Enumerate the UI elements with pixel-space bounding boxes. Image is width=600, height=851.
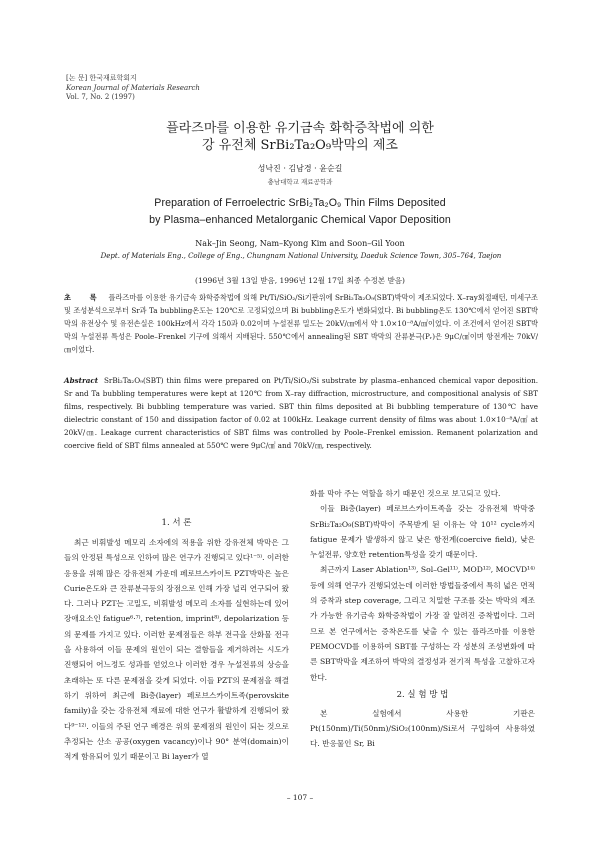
affiliation-en: Dept. of Materials Eng., College of Eng., Chungnam National University, Daeduk Science Town, 305–764, Taejon <box>100 252 502 260</box>
affiliation-kr: 충남대학교 재료공학과 <box>267 178 333 186</box>
abstract-kr <box>64 291 538 356</box>
intro-paragraph-1: 최근 비휘발성 메모리 소자에의 적용을 위한 강유전체 박막은 그들의 안정된 특성으로 인하여 많은 연구가 진행되고 있다¹⁻⁵⁾. 이러한 응용을 위해 많은 강유전체 가운데 페로브스카이트 PZT박막은 높은 Curie온도와 큰 잔류분극등의 장점으로 인해 가장 널리 연구되어 왔다. 그러나 PZT는 고밀도, 비휘발성 메모리 소자를 실현하는데 있어 장애요소인 fatigue⁶·⁷⁾, retention, imprint⁸⁾, depolarization 등의 문제를 가지고 있다. 이러한 문제점들은 하부 전극을 산화물 전극을 사용하여 이들 문제의 원인이 되는 결함들을 제거하려는 시도가 진행되어 어느정도 성과를 얻었으나 이러한 경우 누설전류의 상승을 초래하는 또 다른 문제점을 갖게 되었다. 이들 PZT의 문제점을 해결하기 위하여 최근에 Bi층(layer) 페로브스카이트족(perovskite family)을 갖는 강유전체 재료에 대한 연구가 활발하게 진행되어 왔다⁹⁻¹²⁾. 이들의 주된 연구 배경은 위의 문제점의 원인이 되는 것으로 추정되는 산소 공공(oxygen vacancy)이나 90° 분역(domain)이 적게 함유되어 있기 때문이고 Bi layer가 열 <box>64 538 289 762</box>
title-en-line2: by Plasma–enhanced Metalorganic Chemical Vapor Deposition <box>149 214 451 226</box>
title-kr-line1: 플라즈마를 이용한 유기금속 화학증착법에 의한 <box>166 121 434 136</box>
journal-type: [논 문] 한국재료학회지 <box>66 74 137 82</box>
authors-en: Nak–Jin Seong, Nam–Kyong Kim and Soon–Gil Yoon <box>195 239 405 248</box>
intro-paragraph-2: 이들 Bi층(layer) 페로브스카이트족을 갖는 강유전체 박막중 SrBi₂Ta₂O₉(SBT)박막이 주목받게 된 이유는 약 10¹² cycle까지 fatigue 문제가 발생하지 않고 낮은 항전계(coercive field), 낮은 누설전류, 양호한 retention특성을 갖기 때문이다. <box>310 504 535 560</box>
abstract-en <box>64 374 538 452</box>
body-column-right <box>310 486 535 752</box>
title-en-line1: Preparation of Ferroelectric SrBi₂Ta₂O₉ Thin Films Deposited <box>154 197 446 209</box>
title-kr-line2: 강 유전체 SrBi₂Ta₂O₉박막의 제조 <box>202 138 398 153</box>
abstract-kr-label: 초 록 <box>64 293 105 302</box>
methods-paragraph-1: 본 실험에서 사용한 기판은 Pt(150nm)/Ti(50nm)/SiO₂(100nm)/Si로서 구입하여 사용하였다. 반응물인 Sr, Bi <box>310 708 535 749</box>
abstract-kr-text: 플라즈마를 이용한 유기금속 화학증착법에 의해 Pt/Ti/SiO₂/Si기판위에 SrBi₂Ta₂O₉(SBT)박막이 제조되었다. X–ray회절패턴, 미세구조 및 조성분석으로부터 Sr과 Ta bubbling온도는 120℃로 고정되었으며 Bi bubbling온도가 변화되었다. Bi bubbling온도 130℃에서 얻어진 SBT박막의 유전상수 및 유전손실은 100kHz에서 각각 150과 0.02이며 누설전류 밀도는 20kV/㎝에서 약 1.0×10⁻⁸A/㎠이었다. 이 조건에서 얻어진 SBT박막의 누설전류 특성은 Poole–Frenkel 기구에 의해서 지배된다. 550℃에서 annealing된 SBT 박막의 잔류분극(Pᵣ)은 9μC/㎠이며 항전계는 70kV/㎝이었다. <box>64 293 538 354</box>
intro-paragraph-1-cont: 화를 막아 주는 역할을 하기 때문인 것으로 보고되고 있다. <box>310 489 501 498</box>
authors-kr: 성낙진 · 김남경 · 윤순길 <box>257 164 343 173</box>
journal-header <box>66 74 200 103</box>
section-1-title: 1. 서 론 <box>161 518 192 528</box>
abstract-en-label: Abstract <box>64 376 99 385</box>
abstract-en-text: SrBi₂Ta₂O₉(SBT) thin films were prepared on Pt/Ti/SiO₂/Si substrate by plasma–enhanced chemical vapor deposition. Sr and Ta bubbling temperatures were kept at 120℃ from X–ray diffraction, microstructure, and compositional analysis of SBT films, respectively. Bi bubbling temperature was varied. SBT thin films deposited at Bi bubbling temperature of 130℃ have dielectric constant of 150 and dissipation factor of 0.02 at 100kHz. Leakage current density of films was about 1.0×10⁻⁸A/㎠ at 20kV/㎝. Leakage current characteristics of SBT films was controlled by Poole–Frenkel emission. Remanent polarization and coercive field of SBT films annealed at 550℃ were 9μC/㎠ and 70kV/㎝, respectively. <box>64 376 538 450</box>
journal-volume: Vol. 7, No. 2 (1997) <box>66 93 135 101</box>
page-number: – 107 – <box>286 793 314 802</box>
section-2-title: 2. 실 험 방 법 <box>396 689 449 700</box>
body-column-left <box>64 516 289 764</box>
intro-paragraph-3: 최근까지 Laser Ablation¹³⁾, Sol–Gel¹¹⁾, MOD¹²⁾, MOCVD¹⁴⁾ 등에 의해 연구가 진행되었는데 이러한 방법들중에서 특히 넓은 면적의 증착과 step coverage, 그리고 치밀한 구조를 갖는 박막의 제조가 가능한 유기금속 화학증착법이 가장 잘 알려진 증착법이다. 그러므로 본 연구에서는 증착온도를 낮출 수 있는 플라즈마를 이용한 PEMOCVD를 이용하여 SBT를 구성하는 각 성분의 조성변화에 따른 SBT박막을 제조하여 박막의 결정성과 전기적 특성을 고찰하고자 한다. <box>310 565 535 682</box>
received-date: (1996년 3월 13일 받음, 1996년 12월 17일 최종 수정본 받음) <box>195 276 405 285</box>
journal-name-en: Korean Journal of Materials Research <box>66 83 200 92</box>
